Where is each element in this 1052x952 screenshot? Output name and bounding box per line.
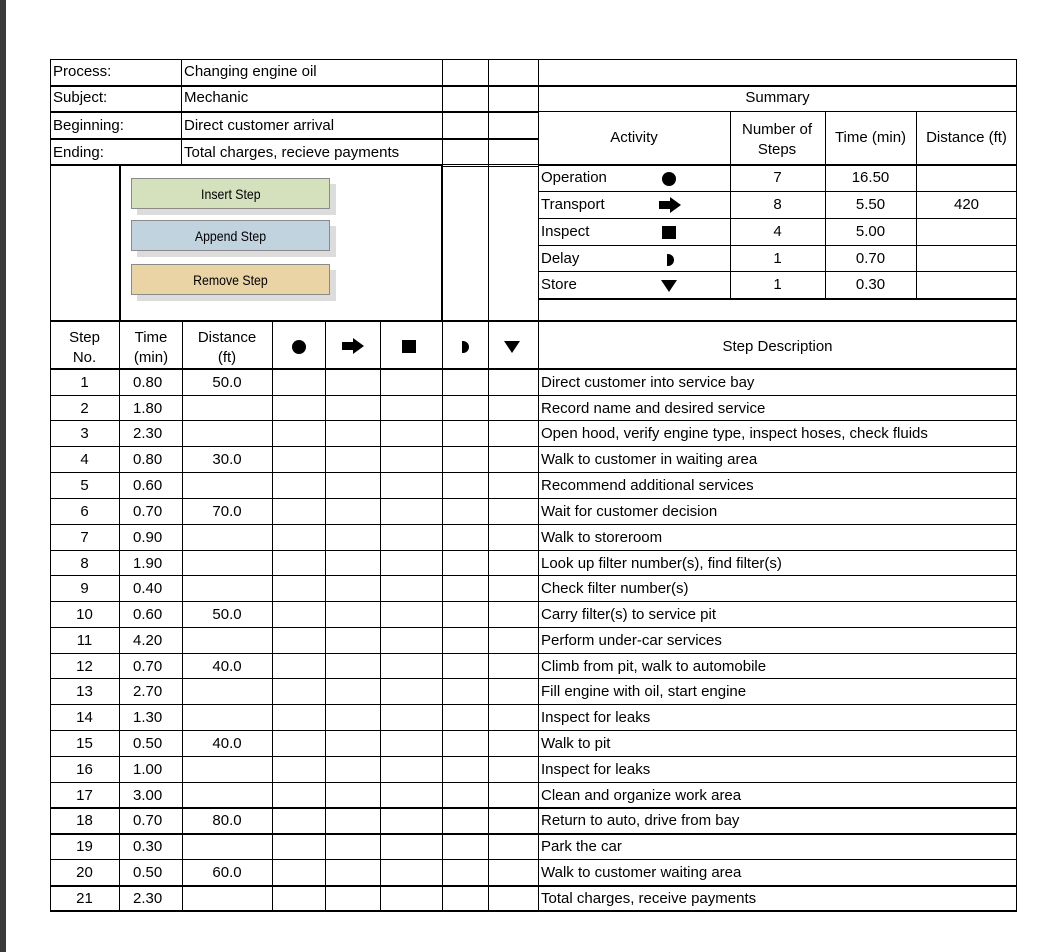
step-time-cell: 0.80	[133, 374, 163, 391]
grid-line	[50, 59, 442, 60]
step-time-cell: 4.20	[133, 632, 163, 649]
step-no-cell: 4	[80, 451, 89, 468]
grid-line	[50, 653, 1017, 654]
step-no-cell: 5	[80, 477, 89, 494]
append-step-label: Append Step	[194, 227, 267, 244]
step-distance-cell: 80.0	[212, 812, 242, 829]
grid-line	[50, 807, 1017, 809]
step-time-cell: 2.30	[133, 425, 163, 442]
step-no-cell: 7	[80, 529, 89, 546]
summary-time-cell: 16.50	[851, 169, 890, 186]
grid-line	[50, 112, 442, 113]
grid-line	[538, 191, 1017, 192]
grid-line	[50, 704, 1017, 705]
remove-step-label: Remove Step	[193, 271, 268, 288]
half-circle-icon	[667, 254, 674, 266]
step-description-cell: Wait for customer decision	[541, 503, 718, 520]
grid-line	[50, 420, 1017, 421]
grid-line	[538, 245, 1017, 246]
col-step-no-header	[50, 328, 119, 368]
step-time-cell: 0.30	[133, 838, 163, 855]
transport-arrow-icon	[342, 338, 364, 354]
grid-line	[442, 166, 538, 167]
step-time-cell: 1.90	[133, 555, 163, 572]
step-description-cell: Walk to pit	[541, 735, 611, 752]
grid-line	[442, 112, 538, 113]
step-no-cell: 6	[80, 503, 89, 520]
process-value[interactable]: Changing engine oil	[184, 63, 317, 80]
summary-steps-cell: 4	[773, 223, 782, 240]
step-description-cell: Climb from pit, walk to automobile	[541, 658, 767, 675]
step-time-cell: 0.60	[133, 477, 163, 494]
step-description-cell: Perform under-car services	[541, 632, 722, 649]
summary-time-cell: 5.50	[855, 196, 886, 213]
append-step-button[interactable]	[131, 220, 330, 251]
summary-col-distance: Distance (ft)	[926, 129, 1007, 146]
ending-label: Ending:	[53, 144, 104, 161]
step-no-cell: 1	[80, 374, 89, 391]
step-time-cell: 0.50	[133, 735, 163, 752]
summary-col-time: Time (min)	[834, 129, 907, 146]
grid-line	[488, 59, 489, 911]
step-no-cell: 9	[80, 580, 89, 597]
grid-line	[50, 575, 1017, 576]
grid-line	[1016, 59, 1017, 911]
grid-line	[272, 321, 273, 911]
step-description-cell: Record name and desired service	[541, 400, 766, 417]
step-description-cell: Clean and organize work area	[541, 787, 742, 804]
step-no-cell: 21	[76, 890, 93, 907]
step-distance-cell: 70.0	[212, 503, 242, 520]
grid-line	[538, 85, 1017, 87]
step-time-cell: 0.70	[133, 812, 163, 829]
summary-activity-label: Store	[541, 276, 577, 293]
summary-activity-label: Transport	[541, 196, 605, 213]
step-description-cell: Check filter number(s)	[541, 580, 689, 597]
step-time-cell: 0.40	[133, 580, 163, 597]
step-time-cell: 0.90	[133, 529, 163, 546]
grid-line	[50, 498, 1017, 499]
step-description-cell: Fill engine with oil, start engine	[541, 683, 747, 700]
window-edge	[0, 0, 6, 952]
grid-line	[50, 730, 1017, 731]
summary-steps-cell: 1	[773, 250, 782, 267]
grid-line	[538, 271, 1017, 272]
summary-distance-cell: 420	[953, 196, 980, 213]
grid-line	[538, 164, 1017, 166]
grid-line	[538, 111, 1017, 112]
step-time-cell: 0.50	[133, 864, 163, 881]
step-time-cell: 0.80	[133, 451, 163, 468]
summary-activity-label: Delay	[541, 250, 580, 267]
grid-line	[442, 320, 538, 322]
grid-line	[50, 524, 1017, 525]
triangle-icon	[661, 280, 677, 292]
grid-line	[50, 368, 1017, 370]
step-description-cell: Recommend additional services	[541, 477, 754, 494]
grid-line	[442, 164, 538, 165]
step-description-cell: Total charges, receive payments	[541, 890, 757, 907]
step-time-cell: 0.70	[133, 503, 163, 520]
grid-line	[50, 782, 1017, 783]
col-time-header	[120, 328, 182, 368]
grid-line	[442, 59, 443, 911]
insert-step-label: Insert Step	[200, 185, 261, 202]
grid-line	[442, 139, 538, 140]
step-no-cell: 12	[76, 658, 93, 675]
beginning-value[interactable]: Direct customer arrival	[184, 117, 335, 134]
remove-step-button[interactable]	[131, 264, 330, 295]
step-description-cell: Return to auto, drive from bay	[541, 812, 740, 829]
step-distance-cell: 50.0	[212, 606, 242, 623]
grid-line	[50, 139, 442, 140]
arrow-icon	[659, 197, 681, 213]
grid-line	[50, 550, 1017, 551]
step-no-cell: 10	[76, 606, 93, 623]
grid-line	[50, 885, 1017, 887]
grid-line	[181, 59, 182, 165]
grid-line	[50, 756, 1017, 757]
grid-line	[50, 165, 442, 166]
step-no-cell: 14	[76, 709, 93, 726]
grid-line	[50, 395, 1017, 396]
grid-line	[380, 321, 381, 911]
step-distance-cell: 50.0	[212, 374, 242, 391]
grid-line	[50, 910, 1017, 912]
grid-line	[120, 166, 121, 320]
summary-time-cell: 5.00	[855, 223, 886, 240]
step-no-cell: 19	[76, 838, 93, 855]
grid-line	[50, 446, 1017, 447]
process-label: Process:	[53, 63, 112, 80]
ending-value[interactable]: Total charges, recieve payments	[184, 144, 400, 161]
step-description-cell: Inspect for leaks	[541, 709, 651, 726]
step-no-cell: 16	[76, 761, 93, 778]
summary-activity-label: Inspect	[541, 223, 590, 240]
step-distance-cell: 30.0	[212, 451, 242, 468]
square-icon	[662, 226, 676, 239]
col-distance-text: Distance (ft)	[197, 329, 257, 366]
grid-line	[442, 59, 538, 60]
step-description-cell: Open hood, verify engine type, inspect hoses, check fluids	[541, 425, 928, 442]
step-description-cell: Walk to customer waiting area	[541, 864, 742, 881]
step-description-cell: Park the car	[541, 838, 622, 855]
summary-steps-cell: 7	[773, 169, 782, 186]
circle-icon	[662, 172, 676, 186]
step-description-cell: Direct customer into service bay	[541, 374, 755, 391]
step-time-cell: 1.80	[133, 400, 163, 417]
step-time-cell: 1.00	[133, 761, 163, 778]
summary-time-cell: 0.70	[855, 250, 886, 267]
grid-line	[50, 472, 1017, 473]
insert-step-button[interactable]	[131, 178, 330, 209]
step-no-cell: 8	[80, 555, 89, 572]
grid-line	[538, 218, 1017, 219]
step-description-cell: Walk to customer in waiting area	[541, 451, 758, 468]
beginning-label: Beginning:	[53, 117, 124, 134]
summary-title: Summary	[745, 89, 810, 106]
store-triangle-icon	[504, 341, 520, 353]
step-no-cell: 2	[80, 400, 89, 417]
col-step-no-text: Step No.	[69, 329, 100, 366]
step-description-cell: Look up filter number(s), find filter(s)	[541, 555, 782, 572]
grid-line	[538, 298, 1017, 300]
grid-line	[50, 859, 1017, 860]
step-distance-cell: 40.0	[212, 658, 242, 675]
grid-line	[538, 59, 1017, 60]
step-time-cell: 2.70	[133, 683, 163, 700]
grid-line	[50, 678, 1017, 679]
delay-half-circle-icon	[462, 341, 469, 353]
col-description-header: Step Description	[722, 338, 833, 355]
inspect-square-icon	[402, 340, 416, 353]
step-no-cell: 13	[76, 683, 93, 700]
grid-line	[538, 321, 1017, 322]
step-time-cell: 2.30	[133, 890, 163, 907]
grid-line	[325, 321, 326, 911]
grid-line	[50, 833, 1017, 835]
subject-label: Subject:	[53, 89, 108, 106]
summary-steps-cell: 8	[773, 196, 782, 213]
summary-time-cell: 0.30	[855, 276, 886, 293]
grid-line	[538, 59, 539, 911]
step-description-cell: Carry filter(s) to service pit	[541, 606, 717, 623]
grid-line	[50, 86, 442, 87]
step-time-cell: 0.70	[133, 658, 163, 675]
subject-value[interactable]: Mechanic	[184, 89, 249, 106]
step-no-cell: 20	[76, 864, 93, 881]
grid-line	[119, 321, 120, 911]
step-distance-cell: 40.0	[212, 735, 242, 752]
grid-line	[441, 166, 442, 320]
summary-col-steps: Number of Steps	[741, 121, 813, 158]
step-no-cell: 18	[76, 812, 93, 829]
step-no-cell: 11	[76, 632, 93, 649]
summary-steps-cell: 1	[773, 276, 782, 293]
operation-circle-icon	[292, 340, 306, 354]
col-distance-header	[182, 328, 272, 368]
step-time-cell: 0.60	[133, 606, 163, 623]
step-time-cell: 3.00	[133, 787, 163, 804]
step-time-cell: 1.30	[133, 709, 163, 726]
grid-line	[50, 601, 1017, 602]
step-no-cell: 3	[80, 425, 89, 442]
grid-line	[50, 627, 1017, 628]
step-no-cell: 17	[76, 787, 93, 804]
summary-col-activity: Activity	[610, 129, 658, 146]
step-description-cell: Inspect for leaks	[541, 761, 651, 778]
summary-activity-label: Operation	[541, 169, 607, 186]
grid-line	[442, 86, 538, 87]
step-description-cell: Walk to storeroom	[541, 529, 663, 546]
step-distance-cell: 60.0	[212, 864, 242, 881]
step-no-cell: 15	[76, 735, 93, 752]
col-time-text: Time (min)	[133, 329, 169, 366]
grid-line	[50, 321, 442, 322]
